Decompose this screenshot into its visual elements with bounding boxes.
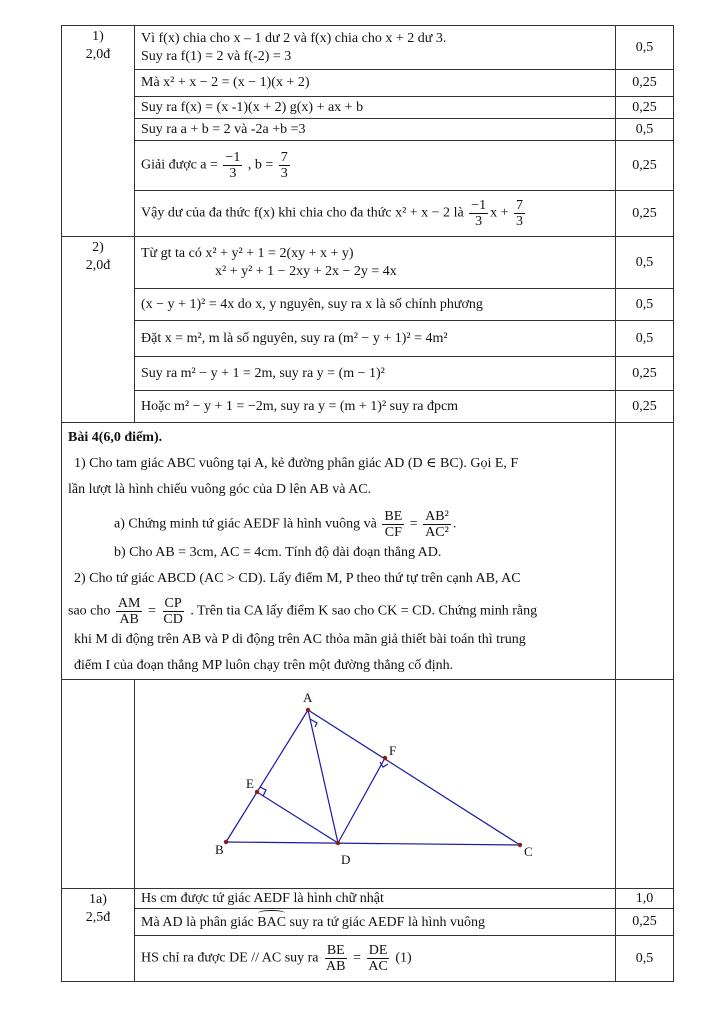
answer-line: Từ gt ta có x² + y² + 1 = 2(xy + x + y) <box>141 245 354 261</box>
answer-cell <box>135 909 616 936</box>
question-score: 2,0đ <box>85 258 111 273</box>
table-row <box>62 289 674 321</box>
points-cell: 0,25 <box>616 391 674 423</box>
points-cell: 0,5 <box>616 119 674 141</box>
problem-line: lần lượt là hình chiếu vuông góc của D lên AB và AC. <box>68 482 372 497</box>
points-cell: 0,5 <box>616 321 674 357</box>
answer-text: Vậy dư của đa thức f(x) khi chia cho đa thức <box>141 205 396 221</box>
question-cell <box>62 889 135 982</box>
answer-text: là <box>450 205 468 221</box>
answer-text: , b = <box>244 157 277 173</box>
triangle-figure <box>135 680 615 882</box>
answer-cell <box>135 191 616 237</box>
points-cell: 0,25 <box>616 909 674 936</box>
math-expression: x + <box>490 205 512 221</box>
segment-AC <box>308 710 520 845</box>
segment-AB <box>226 710 308 842</box>
math-expression: m² − y + 1 = 2m <box>180 365 273 381</box>
problem-title: Bài 4(6,0 điểm). <box>68 430 163 445</box>
question-score: 2,0đ <box>85 47 111 62</box>
segment-DE <box>257 792 338 843</box>
table-row <box>62 119 674 141</box>
problem-line: 2) Cho tứ giác ABCD (AC > CD). Lấy điểm M, P theo thứ tự trên cạnh AB, AC <box>74 571 521 586</box>
question-cell <box>62 26 135 237</box>
answer-text: (1) <box>391 950 412 966</box>
table-row <box>62 889 674 909</box>
problem-line: 1) Cho tam giác ABC vuông tại A, kẻ đường phân giác AD (D ∈ BC). Gọi E, F <box>74 456 519 471</box>
problem-line: khi M di động trên AB và P di động trên AC thỏa mãn giả thiết bài toán thì trung <box>74 632 526 647</box>
math-expression: (m² − y + 1)² = 4m² <box>338 330 448 346</box>
problem-line: b) Cho AB = 3cm, AC = 4cm. Tính độ dài đoạn thẳng AD. <box>114 545 442 560</box>
answer-cell <box>135 357 616 391</box>
table-row <box>62 391 674 423</box>
table-row <box>62 909 674 936</box>
answer-text: , suy ra <box>272 365 317 381</box>
answer-text: Mà <box>141 75 164 90</box>
table-row <box>62 97 674 119</box>
answer-text: Mà AD là phân giác <box>141 915 258 930</box>
table-row <box>62 141 674 191</box>
answer-cell <box>135 141 616 191</box>
table-row <box>62 357 674 391</box>
segment-DF <box>338 758 385 843</box>
points-cell: 0,5 <box>616 26 674 70</box>
points-cell: 0,5 <box>616 289 674 321</box>
table-row <box>62 191 674 237</box>
points-cell: 0,25 <box>616 141 674 191</box>
label-D: D <box>341 852 351 867</box>
point-E <box>255 790 259 794</box>
point-A <box>306 708 310 712</box>
math-expression: x² + x − 2 <box>395 205 451 221</box>
points-cell <box>616 680 674 889</box>
points-cell: 0,25 <box>616 357 674 391</box>
problem-line: a) Chứng minh tứ giác AEDF là hình vuông và $\frac{BE}{CF}$ = $\frac{\text{AB²}}{\text{AC²}}$ . <box>114 509 457 540</box>
answer-cell <box>135 321 616 357</box>
answer-cell <box>135 26 616 70</box>
question-cell <box>62 680 135 889</box>
points-cell: 0,25 <box>616 70 674 97</box>
points-cell <box>616 423 674 680</box>
points-cell: 1,0 <box>616 889 674 909</box>
point-D <box>336 841 340 845</box>
point-B <box>224 840 228 844</box>
question-number: 1) <box>92 29 104 44</box>
question-number: 2) <box>92 240 104 255</box>
segment-AD <box>308 710 338 843</box>
table-row <box>62 680 674 889</box>
answer-line: Suy ra f(1) = 2 và f(-2) = 3 <box>141 48 292 64</box>
answer-cell <box>135 70 616 97</box>
problem-statement <box>62 423 616 680</box>
question-score: 2,5đ <box>85 910 111 925</box>
answer-text: , suy ra <box>273 398 318 414</box>
answer-cell <box>135 391 616 423</box>
label-C: C <box>524 844 533 859</box>
math-expression: y = (m + 1)² <box>317 398 387 414</box>
answer-cell: HS chỉ ra được DE // AC suy ra $\frac{BE}{AB}$ = $\frac{DE}{AC}$ (1) <box>135 936 616 982</box>
math-expression: x² + x − 2 = (x − 1)(x + 2) <box>163 75 310 90</box>
points-cell: 0,5 <box>616 936 674 982</box>
table-row <box>62 26 674 70</box>
question-number: 1a) <box>89 892 107 907</box>
problem-line: sao cho $\frac{AM}{AB}$ = $\frac{CP}{CD}$ . Trên tia CA lấy điểm K sao cho CK = CD. Chứng minh rằng <box>68 596 538 627</box>
answer-text: Đặt x = m², m là số nguyên, suy ra <box>141 330 339 346</box>
points-cell: 0,25 <box>616 97 674 119</box>
fraction: $\frac{7}{3}$ <box>515 198 523 229</box>
point-C <box>518 843 522 847</box>
table-row <box>62 70 674 97</box>
problem-line: điểm I của đoạn thẳng MP luôn chạy trên một đường thẳng cố định. <box>74 658 454 673</box>
grading-table <box>61 25 674 982</box>
points-cell: 0,5 <box>616 237 674 289</box>
fraction: $\frac{BE}{AB}$ <box>326 943 346 974</box>
table-row <box>62 237 674 289</box>
table-row <box>62 423 674 680</box>
math-expression: (x − y + 1)² = 4x <box>141 296 235 312</box>
label-E: E <box>246 776 254 791</box>
label-A: A <box>303 690 313 705</box>
answer-cell <box>135 289 616 321</box>
figure-cell <box>135 680 616 889</box>
answer-cell <box>135 237 616 289</box>
table-row <box>62 321 674 357</box>
math-expression: m² − y + 1 = −2m <box>174 398 274 414</box>
fraction: $\frac{-1}{3}$ <box>471 198 487 229</box>
point-F <box>383 756 387 760</box>
answer-line: Vì f(x) chia cho x – 1 dư 2 và f(x) chia cho x + 2 dư 3. <box>141 30 447 46</box>
answer-text: Suy ra <box>141 365 181 381</box>
answer-text: Giải được a = <box>141 157 222 173</box>
fraction: $\frac{-1}{3}$ <box>225 150 241 181</box>
math-expression: y = (m − 1)² <box>316 365 385 381</box>
fraction: $\frac{7}{3}$ <box>280 150 288 181</box>
answer-line: x² + y² + 1 − 2xy + 2x − 2y = 4x <box>215 263 397 279</box>
answer-text: suy ra đpcm <box>386 398 459 414</box>
question-cell <box>62 237 135 423</box>
fraction: $\frac{DE}{AC}$ <box>368 943 388 974</box>
table-row <box>62 936 674 982</box>
right-angle-F <box>380 762 388 767</box>
label-B: B <box>215 842 224 857</box>
answer-cell: Hs cm được tứ giác AEDF là hình chữ nhật <box>135 889 616 909</box>
answer-text: suy ra tứ giác AEDF là hình vuông <box>286 915 485 930</box>
answer-cell: Suy ra f(x) = (x -1)(x + 2) g(x) + ax + b <box>135 97 616 119</box>
label-F: F <box>389 743 397 758</box>
answer-text: Hoặc <box>141 398 175 414</box>
answer-cell: Suy ra a + b = 2 và -2a +b =3 <box>135 119 616 141</box>
answer-text: do x, y nguyên, suy ra x là số chính phương <box>234 296 483 312</box>
points-cell: 0,25 <box>616 191 674 237</box>
answer-text: HS chỉ ra được DE // AC suy ra <box>141 950 323 966</box>
angle-symbol: BAC <box>257 912 286 932</box>
segment-BC <box>226 842 520 845</box>
